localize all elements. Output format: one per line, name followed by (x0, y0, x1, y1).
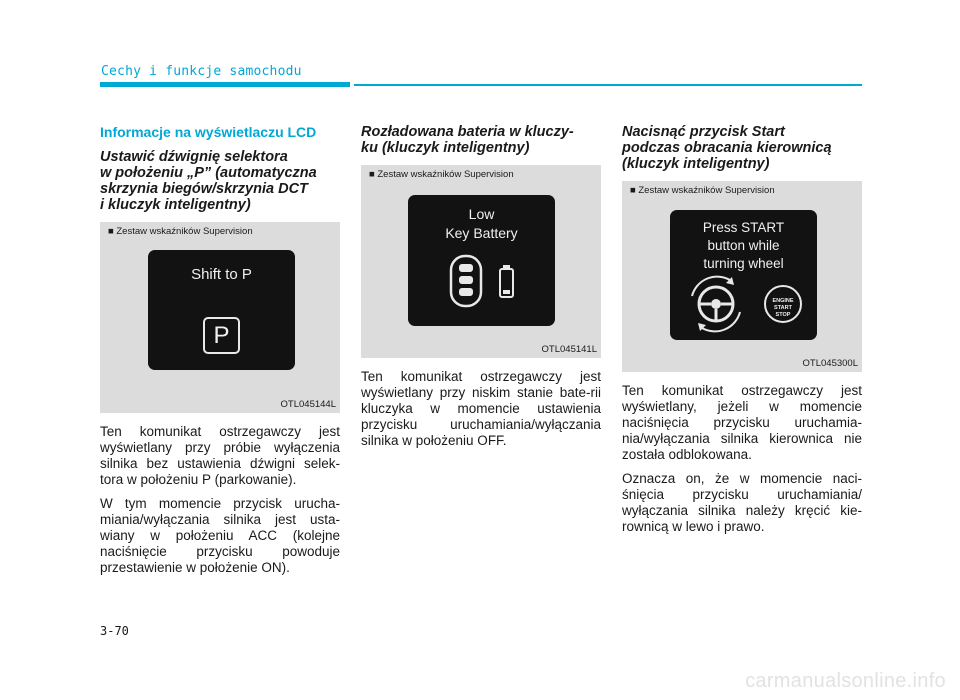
header-rule-thick (100, 82, 350, 87)
button-line: ENGINE (772, 298, 794, 304)
column-low-key-battery (361, 124, 601, 449)
screen-line: button while (707, 238, 780, 253)
button-line: START (774, 305, 792, 311)
figure-code: OTL045144L (280, 399, 336, 410)
figure-label: ■ Zestaw wskaźników Supervision (108, 226, 253, 237)
body-paragraph: Ten komunikat ostrzegawczy jest wyświetlany przy niskim stanie bate-rii kluczyka w momencie ustawienia przycisku uruchamiania/wyłączania silnika w położeniu OFF. (361, 369, 601, 448)
lcd-screen (670, 210, 817, 340)
figure-code: OTL045141L (541, 344, 597, 355)
body-paragraph: W tym momencie przycisk urucha-miania/wyłączania silnika jest usta-wiany w położeniu ACC (kolejne naciśnięcie przycisku powoduje przestawienie w położenie ON). (100, 496, 340, 575)
body-paragraph: Ten komunikat ostrzegawczy jest wyświetlany przy próbie wyłączenia silnika bez ustawienia dźwigni selek-tora w położeniu P (parkowanie). (100, 424, 340, 487)
figure-press-start (622, 181, 862, 372)
screen-line: Key Battery (445, 225, 518, 241)
button-line: STOP (775, 312, 791, 318)
screen-line: Press START (702, 220, 785, 235)
screen-line: Low (468, 206, 495, 222)
figure-code: OTL045300L (802, 358, 858, 369)
lcd-screen (148, 250, 295, 370)
figure-label: ■ Zestaw wskaźników Supervision (369, 169, 514, 180)
screen-line: turning wheel (703, 256, 784, 271)
column-press-start (622, 124, 862, 535)
header-rule-thin (354, 84, 862, 86)
smart-key-battery-icon (448, 253, 523, 309)
subtitle (100, 149, 340, 213)
body-paragraph: Oznacza on, że w momencie naci-śnięcia przycisku uruchamiania/ wyłączania silnika należy kręcić kie-rownicą w lewo i prawo. (622, 471, 862, 534)
subtitle-line: (kluczyk inteligentny) (622, 156, 770, 172)
column-shift-to-p (100, 124, 340, 576)
watermark: carmanualsonline.info (745, 670, 946, 692)
figure-low-key-battery (361, 165, 601, 358)
gear-p-indicator-icon: P (203, 317, 240, 354)
figure-label: ■ Zestaw wskaźników Supervision (630, 185, 775, 196)
header-title: Cechy i funkcje samochodu (101, 64, 302, 79)
subtitle-line: skrzynia biegów/skrzynia DCT (100, 181, 308, 197)
subtitle (622, 124, 862, 172)
subtitle-line: Nacisnąć przycisk Start (622, 124, 785, 140)
page-number: 3-70 (100, 624, 129, 638)
figure-shift-to-p (100, 222, 340, 413)
subtitle-line: Ustawić dźwignię selektora (100, 149, 288, 165)
lcd-screen (408, 195, 555, 326)
subtitle-line: podczas obracania kierownicą (622, 140, 832, 156)
subtitle-line: ku (kluczyk inteligentny) (361, 140, 530, 156)
subtitle (361, 124, 601, 156)
body-paragraph: Ten komunikat ostrzegawczy jest wyświetlany, jeżeli w momencie naciśnięcia przycisku uruchamia-nia/wyłączania silnika kierownica nie została odblokowana. (622, 383, 862, 462)
subtitle-line: w położeniu „P” (automatyczna (100, 165, 317, 181)
screen-message (670, 219, 817, 273)
section-title: Informacje na wyświetlaczu LCD (100, 124, 317, 140)
subtitle-line: i kluczyk inteligentny) (100, 197, 251, 213)
screen-message (408, 205, 555, 243)
steering-wheel-icon (684, 274, 750, 334)
subtitle-line: Rozładowana bateria w kluczy- (361, 124, 574, 140)
screen-message: Shift to P (191, 266, 252, 283)
engine-start-stop-button-icon (764, 285, 802, 323)
